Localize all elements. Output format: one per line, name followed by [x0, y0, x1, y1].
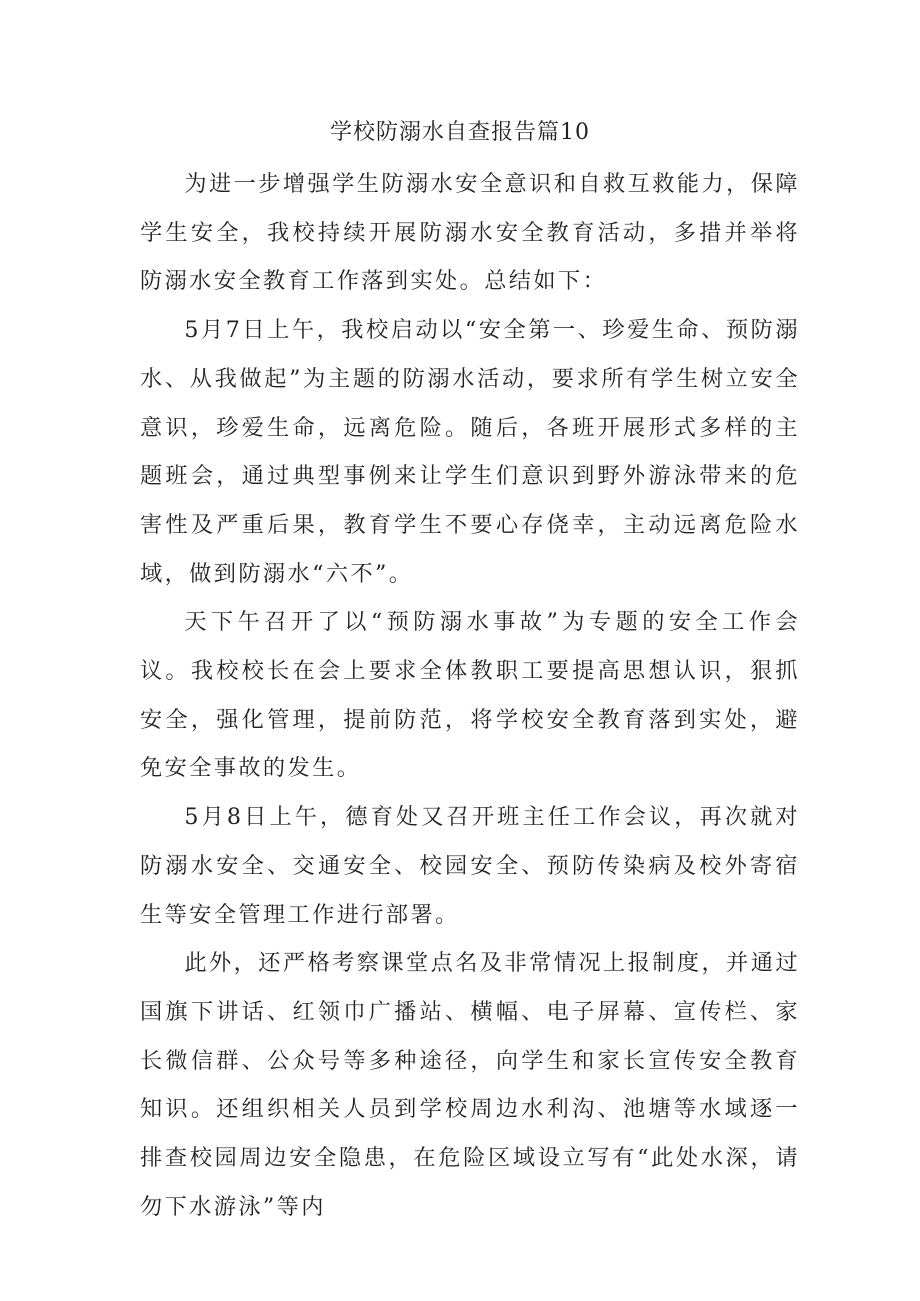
paragraph-may7-activity: 5月7日上午，我校启动以“安全第一、珍爱生命、预防溺水、从我做起”为主题的防溺水活动，要求所有学生树立安全意识，珍爱生命，远离危险。随后，各班开展形式多样的主题班会，通过典型事例来让学生们意识到野外游泳带来的危害性及严重后果，教育学生不要心存侥幸，主动远离危险水域，做到防溺水“六不”。: [140, 317, 800, 587]
paragraph-intro: 为进一步增强学生防溺水安全意识和自救互救能力，保障学生安全，我校持续开展防溺水安全教育活动，多措并举将防溺水安全教育工作落到实处。总结如下：: [140, 171, 800, 295]
paragraph-safety-meeting: 天下午召开了以“预防溺水事故”为专题的安全工作会议。我校校长在会上要求全体教职工要提高思想认识，狠抓安全，强化管理，提前防范，将学校安全教育落到实处，避免安全事故的发生。: [140, 609, 800, 782]
paragraph-additional-measures: 此外，还严格考察课堂点名及非常情况上报制度，并通过国旗下讲话、红领巾广播站、横幅、电子屏幕、宣传栏、家长微信群、公众号等多种途径，向学生和家长宣传安全教育知识。还组织相关人员到学校周边水利沟、池塘等水域逐一排查校园周边安全隐患，在危险区域设立写有“此处水深，请勿下水游泳”等内: [140, 950, 800, 1220]
document-title: 学校防溺水自查报告篇10: [330, 120, 590, 145]
document-body: [140, 160, 800, 1231]
paragraph-may8-meeting: 5月8日上午，德育处又召开班主任工作会议，再次就对防溺水安全、交通安全、校园安全、预防传染病及校外寄宿生等安全管理工作进行部署。: [140, 804, 800, 928]
